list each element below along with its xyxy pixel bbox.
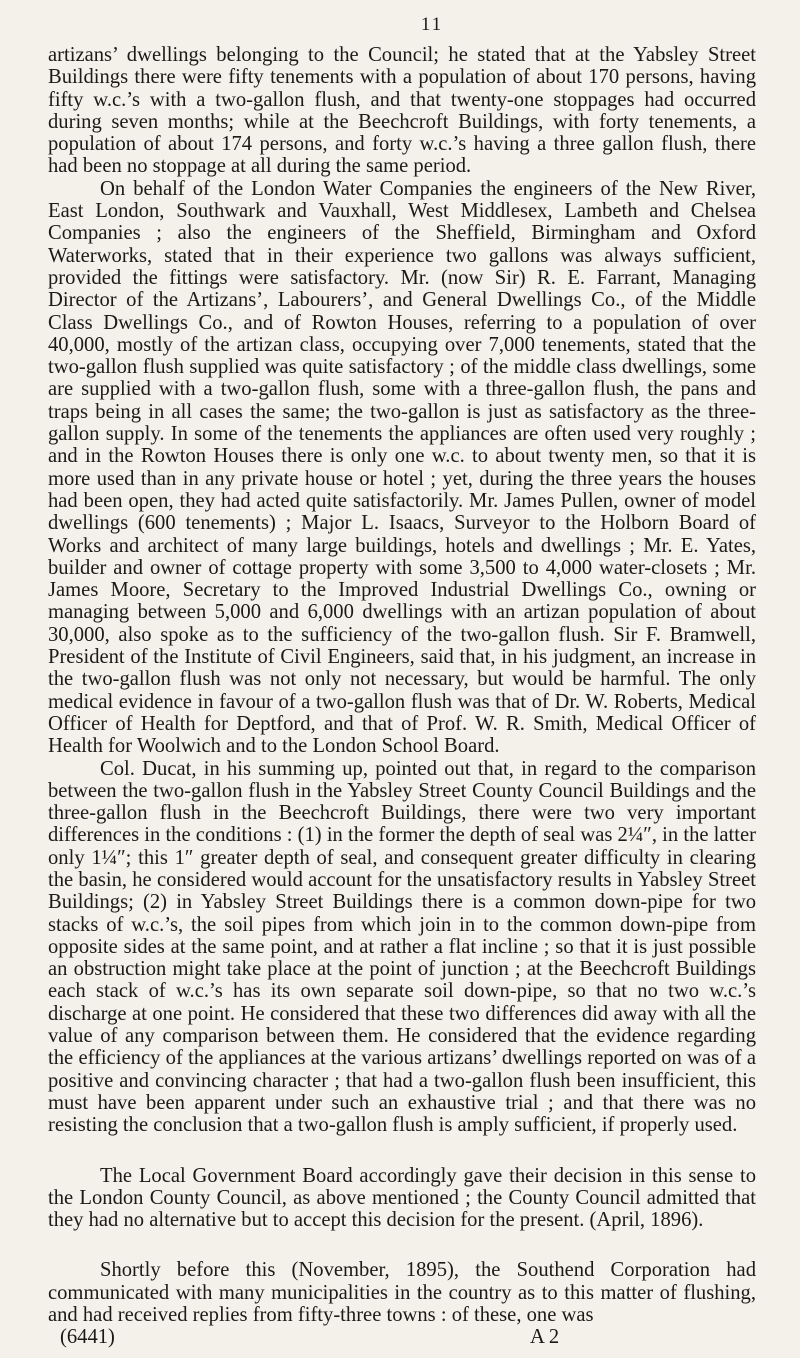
signature-mark: A 2 [530, 1326, 560, 1349]
paragraph-local-government-board-decision: The Local Government Board accordingly gave their decision in this sense to the London County Council, as above mentioned ; the County Council admitted that they had no alternative but to accept this decision for the present. (April, 1896). [48, 1164, 756, 1232]
paragraph-southend-corporation: Shortly before this (November, 1895), the Southend Corporation had communicated with many municipalities in the country as to this matter of flushing, and had received replies from fifty-three towns : of these, one was [48, 1259, 756, 1327]
page-number: 11 [420, 14, 444, 35]
section-gap [48, 1137, 756, 1165]
paragraph-water-companies-evidence: On behalf of the London Water Companies the engineers of the New River, East London, Southwark and Vauxhall, West Middlesex, Lambeth and Chelsea Companies ; also the engineers of the Sheffield, Birmingham and Oxford Waterworks, stated that in their experience two gallons was always sufficient, provided the fittings were satisfactory. Mr. (now Sir) R. E. Farrant, Managing Director of the Artizans’, Labourers’, and General Dwellings Co., of the Middle Class Dwellings Co., and of Rowton Houses, referring to a population of over 40,000, mostly of the artizan class, occupying over 7,000 tenements, stated that the two-gallon flush supplied was quite satisfactory ; of the middle class dwellings, some are supplied with a two-gallon flush, some with a three-gallon flush, the pans and traps being in all cases the same; the two-gallon is just as satisfactory as the three-gallon supply. In some of the tenements the appliances are often used very roughly ; and in the Rowton Houses there is only one w.c. to about twenty men, so that it is more used than in any private house or hotel ; yet, during the three years the houses had been open, they had acted quite satisfactorily. Mr. James Pullen, owner of model dwellings (600 tenements) ; Major L. Isaacs, Surveyor to the Holborn Board of Works and architect of many large buildings, hotels and dwellings ; Mr. E. Yates, builder and owner of cottage property with some 3,500 to 4,000 water-closets ; Mr. James Moore, Secretary to the Improved Industrial Dwellings Co., owning or managing between 5,000 and 6,000 dwellings with an artizan population of about 30,000, also spoke as to the sufficiency of the two-gallon flush. Sir F. Bramwell, President of the Institute of Civil Engineers, said that, in his judgment, an increase in the two-gallon flush was not only not necessary, but would be harmful. The only medical evidence in favour of a two-gallon flush was that of Dr. W. Roberts, Medical Officer of Health for Deptford, and that of Prof. W. R. Smith, Medical Officer of Health for Woolwich and to the London School Board. [48, 177, 756, 758]
section-gap [48, 1231, 756, 1259]
paragraph-col-ducat-summary: Col. Ducat, in his summing up, pointed out that, in regard to the comparison between the two-gallon flush in the Yabsley Street County Council Buildings and the three-gallon flush in the Beechcroft Buildings, there were two very important differences in the conditions : (1) in the former the depth of seal was 2¼″, in the latter only 1¼″; this 1″ greater depth of seal, and consequent greater difficulty in clearing the basin, he considered would account for the unsatisfactory results in Yabsley Street Buildings; (2) in Yabsley Street Buildings there is a common down-pipe for two stacks of w.c.’s, the soil pipes from which join in to the common down-pipe from opposite sides at the same point, and at rather a flat incline ; so that it is just possible an obstruction might take place at the point of junction ; at the Beechcroft Buildings each stack of w.c.’s has its own separate soil down-pipe, so that no two w.c.’s discharge at one point. He considered that these two differences did away with all the value of any comparison between them. He considered that the evidence regarding the efficiency of the appliances at the various artizans’ dwellings reported on was of a positive and convincing character ; that had a two-gallon flush been insufficient, this must have been apparent under such an exhaustive trial ; and that there was no resisting the conclusion that a two-gallon flush is amply sufficient, if properly used. [48, 757, 756, 1137]
paragraph-yabsley-beechcroft-comparison: artizans’ dwellings belonging to the Council; he stated that at the Yabsley Street Buildings there were fifty tenements with a population of about 170 persons, having fifty w.c.’s with a two-gallon flush, and that twenty-one stoppages had occurred during seven months; while at the Beechcroft Buildings, with forty tenements, a population of about 174 persons, and forty w.c.’s having a three gallon flush, there had been no stoppage at all during the same period. [48, 44, 756, 178]
print-code: (6441) [60, 1326, 115, 1349]
page-footer [48, 1326, 756, 1348]
